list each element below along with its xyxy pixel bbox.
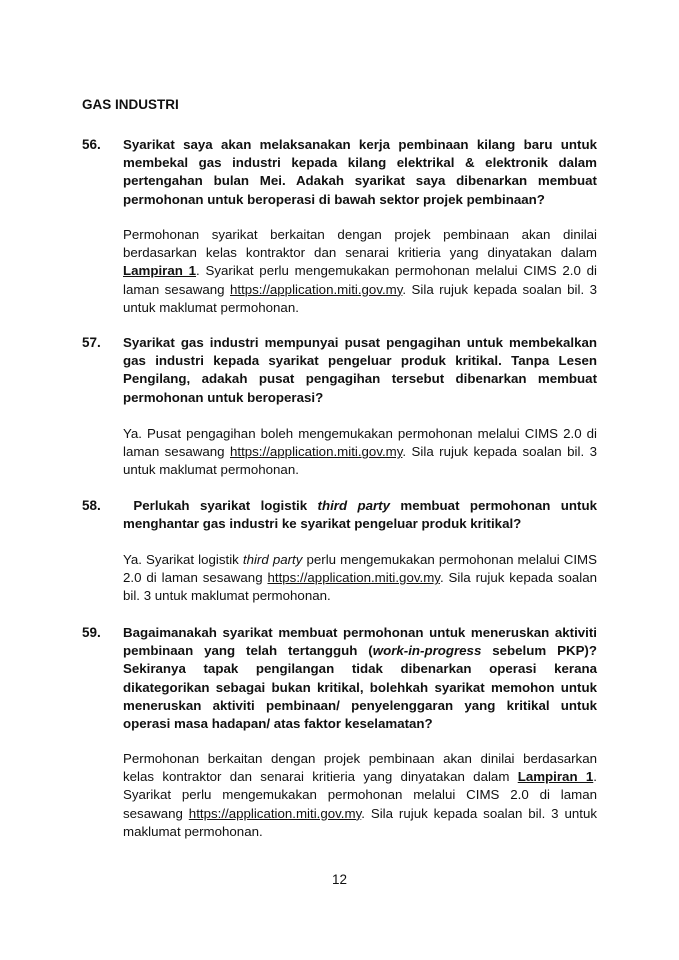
miti-url-link[interactable]: https://application.miti.gov.my (229, 444, 403, 460)
answer-57: Ya. Pusat pengagihan boleh mengemukakan permohonan melalui CIMS 2.0 di laman sesawang https://application.miti.gov.my. Sila rujuk kepada soalan bil. 3 untuk maklumat permohonan. (123, 426, 597, 478)
question-59: Bagaimanakah syarikat membuat permohonan untuk meneruskan aktiviti pembinaan yang telah tertangguh (work-in-progress sebelum PKP)? Sekiranya tapak pengilangan tidak dibenarkan operasi kerana dikategorikan sebagai bukan kritikal, bolehkah syarikat memohon untuk meneruskan aktiviti pembinaan/ penyelenggaran yang kritikal untuk operasi masa hadapan/ atas faktor keselamatan? (123, 625, 597, 732)
miti-url-link[interactable]: https://application.miti.gov.my (229, 281, 403, 297)
page-number: 12 (331, 872, 348, 887)
section-title: GAS INDUSTRI (82, 97, 179, 112)
lampiran-1-link[interactable]: Lampiran 1 (517, 769, 594, 785)
miti-url-link[interactable]: https://application.miti.gov.my (188, 805, 362, 821)
question-58: Perlukah syarikat logistik third party membuat permohonan untuk menghantar gas industri ke syarikat pengeluar produk kritikal? (123, 498, 597, 532)
question-number-58: 58. (82, 498, 101, 513)
answer-59: Permohonan berkaitan dengan projek pembinaan akan dinilai berdasarkan kelas kontraktor dan senarai kritieria yang dinyatakan dalam Lampiran 1. Syarikat perlu mengemukakan permohonan melalui CIMS 2.0 di laman sesawang https://application.miti.gov.my. Sila rujuk kepada soalan bil. 3 untuk maklumat permohonan. (123, 751, 597, 839)
answer-58: Ya. Syarikat logistik third party perlu mengemukakan permohonan melalui CIMS 2.0 di laman sesawang https://application.miti.gov.my. Sila rujuk kepada soalan bil. 3 untuk maklumat permohonan. (123, 552, 598, 604)
miti-url-link[interactable]: https://application.miti.gov.my (267, 570, 440, 586)
question-56: Syarikat saya akan melaksanakan kerja pembinaan kilang baru untuk membekal gas industri kepada kilang elektrikal & elektronik dalam pertengahan bulan Mei. Adakah syarikat saya dibenarkan membuat permohonan untuk beroperasi di bawah sektor projek pembinaan? (123, 137, 597, 207)
question-number-57: 57. (82, 335, 101, 350)
question-57: Syarikat gas industri mempunyai pusat pengagihan untuk membekalkan gas industri kepada syarikat pengeluar produk kritikal. Tanpa Lesen Pengilang, adakah pusat pengagihan tersebut dibenarkan membuat permohonan untuk beroperasi? (123, 335, 597, 405)
lampiran-1-link[interactable]: Lampiran 1 (123, 263, 197, 279)
question-number-56: 56. (82, 137, 101, 152)
question-number-59: 59. (82, 625, 101, 640)
answer-56: Permohonan syarikat berkaitan dengan projek pembinaan akan dinilai berdasarkan kelas kontraktor dan senarai kritieria yang dinyatakan dalam Lampiran 1. Syarikat perlu mengemukakan permohonan melalui CIMS 2.0 di laman sesawang https://application.miti.gov.my. Sila rujuk kepada soalan bil. 3 untuk maklumat permohonan. (123, 227, 597, 315)
